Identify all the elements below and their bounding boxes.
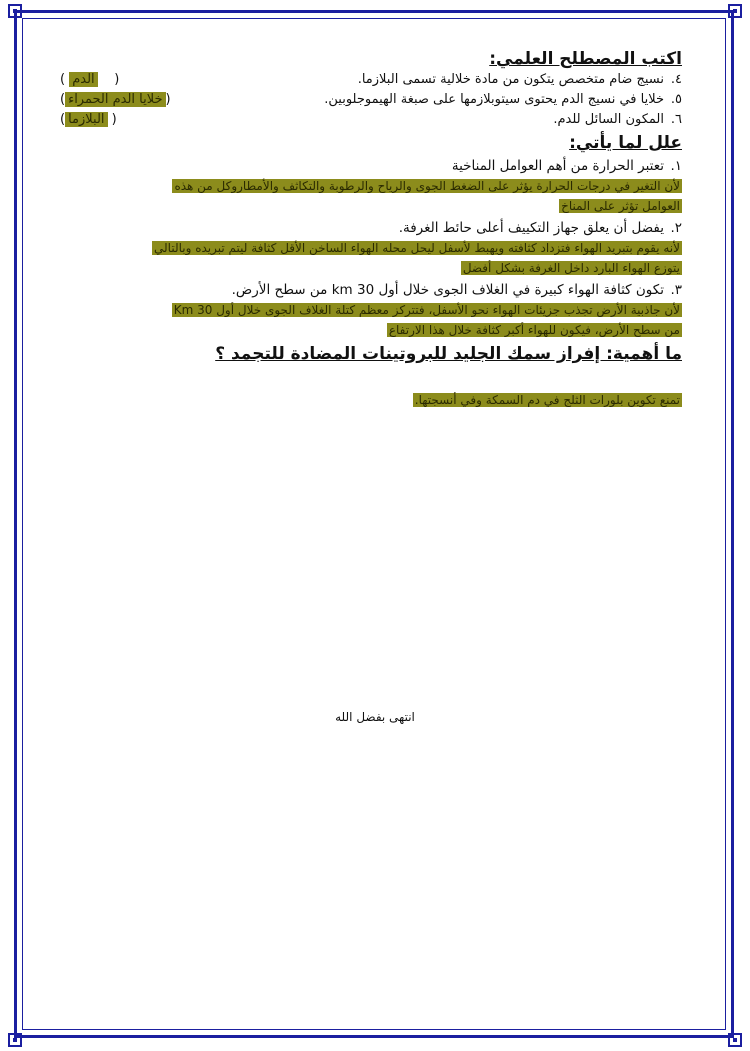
- corner-ornament: [728, 1033, 742, 1047]
- explain-answer: لأن جاذبية الأرض تجذب جزيئات الهواء نحو الأسفل، فتتركز معظم كتلة الغلاف الجوى خلال أول 30 Km من سطح الأرض، فيكون للهواء أكبر كثافة خلال هذا الارتفاع: [173, 303, 680, 337]
- corner-ornament: [8, 4, 22, 18]
- importance-answer: تمنع تكوين بلورات الثلج في دم السمكة وفي أنسجتها.: [414, 393, 680, 407]
- term-question: خلايا في نسيج الدم يحتوى سيتوبلازمها على صبغة الهيموجلوبين.: [324, 92, 664, 107]
- explain-question: ١.تعتبر الحرارة من أهم العوامل المناخية: [451, 158, 682, 174]
- explain-answer: لأنه يقوم بتبريد الهواء فتزداد كثافته ويهبط لأسفل ليحل محله الهواء الساخن الأقل كثافة ليتم تبريده وبالتالي يتوزع الهواء البارد داخل الغرفة بشكل أفضل: [154, 241, 680, 275]
- importance-question: ما أهمية: إفراز سمك الجليد للبروتينات المضادة للتجمد ؟: [215, 344, 682, 364]
- term-item: ٥.خلايا في نسيج الدم يحتوى سيتوبلازمها على صبغة الهيموجلوبين. (خلايا الدم الحمراء): [60, 90, 682, 110]
- corner-ornament: [8, 1033, 22, 1047]
- section-heading-explain: علل لما يأتي:: [569, 133, 682, 153]
- term-answer: ( البلازما): [60, 112, 117, 127]
- worksheet-content: [60, 48, 682, 410]
- corner-ornament: [728, 4, 742, 18]
- section-heading-scientific-term: اكتب المصطلح العلمي:: [489, 49, 682, 69]
- explain-question: ٣.تكون كثافة الهواء كبيرة في الغلاف الجوى خلال أول 30 km من سطح الأرض.: [231, 282, 682, 298]
- term-question: نسيج ضام متخصص يتكون من مادة خلالية تسمى البلازما.: [357, 72, 664, 87]
- term-answer: (خلايا الدم الحمراء): [60, 92, 171, 107]
- closing-text: انتهى بفضل الله: [335, 710, 415, 724]
- term-answer: ( الدم ): [60, 72, 120, 87]
- explain-answer: لأن التغير في درجات الحرارة يؤثر على الضغط الجوى والرياح والرطوبة والتكاثف والأمطاروكل من هذه العوامل تؤثر على المناخ: [174, 179, 680, 213]
- term-item: ٤.نسيج ضام متخصص يتكون من مادة خلالية تسمى البلازما. ( الدم ): [60, 70, 682, 90]
- term-question: المكون السائل للدم.: [553, 112, 664, 127]
- explain-question: ٢.يفضل أن يعلق جهاز التكييف أعلى حائط الغرفة.: [398, 220, 682, 236]
- term-item: ٦.المكون السائل للدم. ( البلازما): [60, 110, 682, 130]
